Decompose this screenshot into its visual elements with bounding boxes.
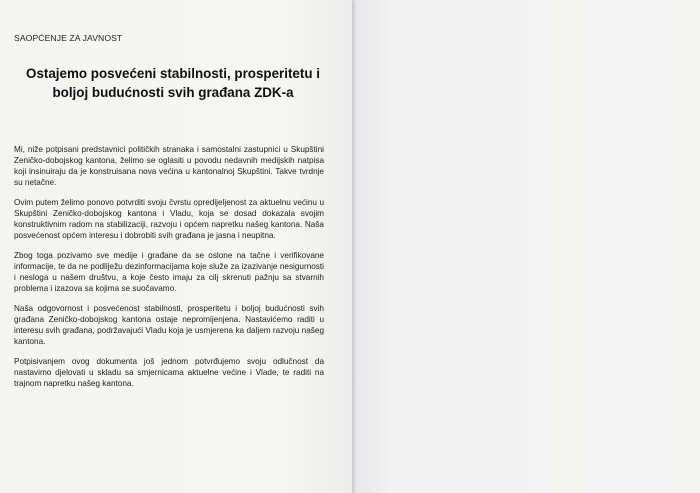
document-right-page	[350, 0, 700, 493]
press-release-label: SAOPĆENJE ZA JAVNOST	[14, 33, 123, 43]
body-paragraph: Mi, niže potpisani predstavnici političkih stranaka i samostalni zastupnici u Skupštini Zeničko-dobojskog kantona, želimo se oglasiti u povodu nedavnih medijskih natpisa koji insinuiraju da je konstruisana nova većina u kantonalnoj Skupštini. Takve tvrdnje su netačne.	[14, 145, 324, 188]
document-body	[14, 144, 324, 397]
body-paragraph: Potpisivanjem ovog dokumenta još jednom potvrđujemo svoju odlučnost da nastavimo djelovati u skladu sa smjernicama aktuelne većine i Vlade, te raditi na trajnom napretku našeg kantona.	[14, 356, 324, 388]
document-title: Ostajemo posvećeni stabilnosti, prosperitetu i boljoj budućnosti svih građana ZDK-a	[26, 66, 320, 100]
body-paragraph: Ovim putem želimo ponovo potvrditi svoju čvrstu opredijeljenost za aktuelnu većinu u Skupštini Zeničko-dobojskog kantona i Vladu, koja se dosad dokazala svojim konstruktivnim radom na stabilizaciji, razvoju i općem napretku našeg kantona. Naša posvećenost općem interesu i dobrobiti svih građana je jasna i neupitna.	[14, 197, 324, 241]
body-paragraph: Zbog toga pozivamo sve medije i građane da se oslone na tačne i verifikovane informacije, te da ne podliježu dezinformacijama koje služe za izazivanje nesigurnosti i nesloga u našem društvu, a koje često imaju za cilj skrenuti pažnju sa stvarnih problema i izazova sa kojima se suočavamo.	[14, 250, 324, 294]
body-paragraph: Naša odgovornost i posvećenost stabilnosti, prosperitetu i boljoj budućnosti svih građana Zeničko-dobojskog kantona ostaje nepromijenjena. Nastavićemo raditi u interesu svih građana, podržavajući Vladu koja je usmjerena ka daljem razvoju našeg kantona.	[14, 303, 324, 346]
